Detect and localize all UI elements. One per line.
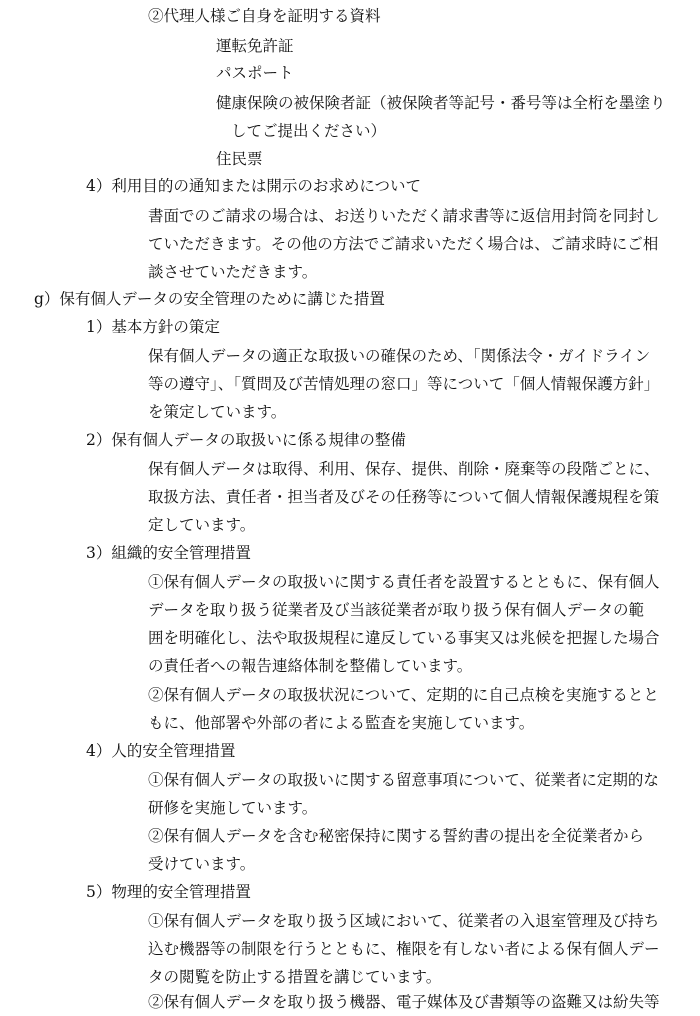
paragraph-text: 込む機器等の制限を行うとともに、権限を有しない者による保有個人デー (148, 940, 660, 958)
paragraph-text: ①保有個人データの取扱いに関する責任者を設置するとともに、保有個人 (148, 573, 660, 591)
paragraph-text: 受けています。 (148, 855, 256, 873)
section-heading-4-human: 4）人的安全管理措置 (86, 742, 236, 760)
paragraph-text: ②保有個人データを取り扱う機器、電子媒体及び書類等の盗難又は紛失等 (148, 993, 660, 1011)
paragraph-text: ①保有個人データの取扱いに関する留意事項について、従業者に定期的な (148, 771, 659, 789)
section-heading-5-physical: 5）物理的安全管理措置 (86, 883, 251, 901)
list-item-health-insurance-cont: してご提出ください） (231, 122, 387, 140)
paragraph-text: 取扱方法、責任者・担当者及びその任務等について個人情報保護規程を策 (148, 488, 660, 506)
section-heading-2-rules: 2）保有個人データの取扱いに係る規律の整備 (86, 431, 406, 449)
paragraph-text: もに、他部署や外部の者による監査を実施しています。 (148, 714, 535, 732)
paragraph-text: を策定しています。 (148, 403, 287, 421)
paragraph-text: 保有個人データの適正な取扱いの確保のため、「関係法令・ガイドライン (148, 347, 651, 365)
paragraph-text: データを取り扱う従業者及び当該従業者が取り扱う保有個人データの範 (148, 601, 645, 619)
paragraph-text: 等の遵守」、「質問及び苦情処理の窓口」等について「個人情報保護方針」 (148, 375, 660, 393)
list-item-resident-record: 住民票 (216, 150, 263, 168)
paragraph-text: 書面でのご請求の場合は、お送りいただく請求書等に返信用封筒を同封し (148, 207, 660, 225)
paragraph-text: 囲を明確化し、法や取扱規程に違反している事実又は兆候を把握した場合 (148, 629, 660, 647)
paragraph-text: の責任者への報告連絡体制を整備しています。 (148, 657, 473, 675)
section-heading-g-safety-measures: g）保有個人データの安全管理のために講じた措置 (34, 290, 385, 308)
paragraph-text: ②保有個人データを含む秘密保持に関する誓約書の提出を全従業者から (148, 827, 645, 845)
paragraph-text: 研修を実施しています。 (148, 799, 318, 817)
paragraph-text: 定しています。 (148, 516, 256, 534)
list-item-health-insurance: 健康保険の被保険者証（被保険者等記号・番号等は全桁を墨塗り (216, 94, 666, 112)
paragraph-text: ①保有個人データを取り扱う区域において、従業者の入退室管理及び持ち (148, 912, 660, 930)
paragraph-text: タの閲覧を防止する措置を講じています。 (148, 968, 442, 986)
list-item-passport: パスポート (216, 64, 294, 82)
paragraph-text: 談させていただきます。 (148, 263, 318, 281)
paragraph-text: 保有個人データは取得、利用、保存、提供、削除・廃棄等の段階ごとに、 (148, 460, 660, 478)
paragraph-text: ②保有個人データの取扱状況について、定期的に自己点検を実施するとと (148, 686, 659, 704)
paragraph-text: ていただきます。その他の方法でご請求いただく場合は、ご請求時にご相 (148, 235, 659, 253)
list-item-proxy-documents: ②代理人様ご自身を証明する資料 (148, 7, 381, 25)
section-heading-4-notification: 4）利用目的の通知または開示のお求めについて (86, 177, 422, 195)
section-heading-3-organizational: 3）組織的安全管理措置 (86, 544, 251, 562)
list-item-drivers-license: 運転免許証 (216, 37, 294, 55)
section-heading-1-basic-policy: 1）基本方針の策定 (86, 318, 220, 336)
